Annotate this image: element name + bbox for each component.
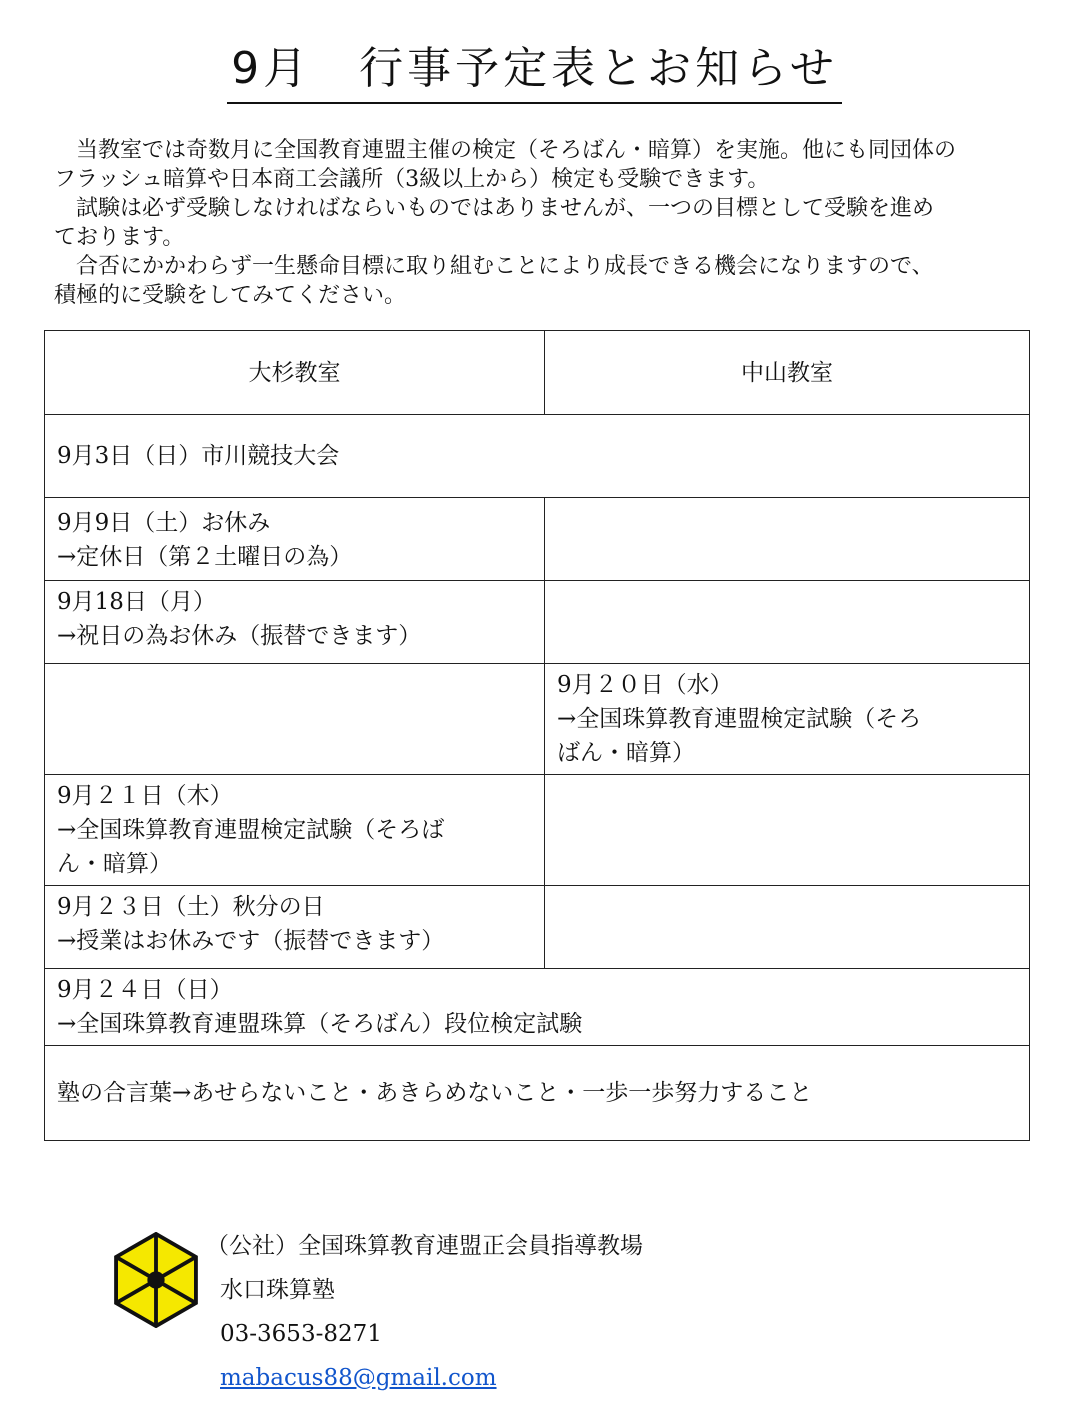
- event-cell: [45, 415, 1030, 498]
- event-date: 9月２１日（木）: [57, 783, 233, 809]
- table-row: [45, 886, 1030, 969]
- page-title-wrap: [0, 32, 1069, 104]
- event-cell: [45, 886, 545, 969]
- event-cell: [45, 969, 1030, 1046]
- school-name: 水口珠算塾: [220, 1277, 335, 1303]
- event-date: 9月18日（月）: [57, 589, 216, 615]
- event-text: →祝日の為お休み（振替できます）: [57, 623, 422, 649]
- event-text: →全国珠算教育連盟検定試験（そろ: [557, 706, 922, 732]
- intro-text: [54, 136, 1024, 310]
- org-info: [206, 1224, 643, 1400]
- table-row: [45, 415, 1030, 498]
- intro-line: 当教室では奇数月に全国教育連盟主催の検定（そろばん・暗算）を実施。他にも同団体の: [76, 138, 957, 163]
- table-row: [45, 1046, 1030, 1141]
- header-osugi: 大杉教室: [45, 331, 545, 415]
- intro-line: 合否にかかわらず一生懸命目標に取り組むことにより成長できる機会になりますので、: [76, 254, 934, 279]
- table-row: [45, 664, 1030, 775]
- event-text: →全国珠算教育連盟検定試験（そろば: [57, 817, 445, 843]
- event-text: →授業はお休みです（振替できます）: [57, 928, 445, 954]
- intro-line: ております。: [54, 225, 185, 250]
- abacus-bead-logo-icon: [108, 1232, 204, 1328]
- empty-cell: [545, 581, 1030, 664]
- event-cell: [45, 581, 545, 664]
- org-name: （公社）全国珠算教育連盟正会員指導教場: [206, 1233, 643, 1259]
- event-date: 9月２０日（水）: [557, 672, 733, 698]
- header-nakayama: 中山教室: [545, 331, 1030, 415]
- table-row: [45, 775, 1030, 886]
- event-date: 9月２４日（日）: [57, 977, 233, 1003]
- motto-cell: [45, 1046, 1030, 1141]
- intro-line: 試験は必ず受験しなければならいものではありませんが、一つの目標として受験を進め: [76, 196, 935, 221]
- event-text: →全国珠算教育連盟珠算（そろばん）段位検定試験: [57, 1011, 583, 1037]
- intro-line: フラッシュ暗算や日本商工会議所（3級以上から）検定も受験できます。: [54, 167, 770, 192]
- footer: [0, 1220, 1069, 1400]
- event-date: 9月２３日（土）秋分の日: [57, 894, 325, 920]
- empty-cell: [545, 775, 1030, 886]
- schedule-table: [44, 330, 1030, 1141]
- table-row: [45, 581, 1030, 664]
- event-cell: [45, 775, 545, 886]
- motto-text: 塾の合言葉→あせらないこと・あきらめないこと・一歩一歩努力すること: [57, 1080, 813, 1106]
- event-text: 9月3日（日）市川競技大会: [57, 443, 340, 469]
- table-row: [45, 498, 1030, 581]
- page-title: 9月 行事予定表とお知らせ: [227, 32, 842, 104]
- event-date: 9月9日（土）お休み: [57, 510, 271, 536]
- event-text: ばん・暗算）: [557, 740, 695, 766]
- email-link[interactable]: mabacus88@gmail.com: [220, 1365, 497, 1391]
- empty-cell: [545, 498, 1030, 581]
- event-cell: [45, 498, 545, 581]
- phone-number: 03-3653-8271: [220, 1321, 382, 1347]
- table-row: [45, 969, 1030, 1046]
- event-text: →定休日（第２土曜日の為）: [57, 544, 353, 570]
- intro-line: 積極的に受験をしてみてください。: [54, 283, 407, 308]
- empty-cell: [545, 886, 1030, 969]
- table-header-row: [45, 331, 1030, 415]
- event-text: ん・暗算）: [57, 851, 172, 877]
- empty-cell: [45, 664, 545, 775]
- event-cell: [545, 664, 1030, 775]
